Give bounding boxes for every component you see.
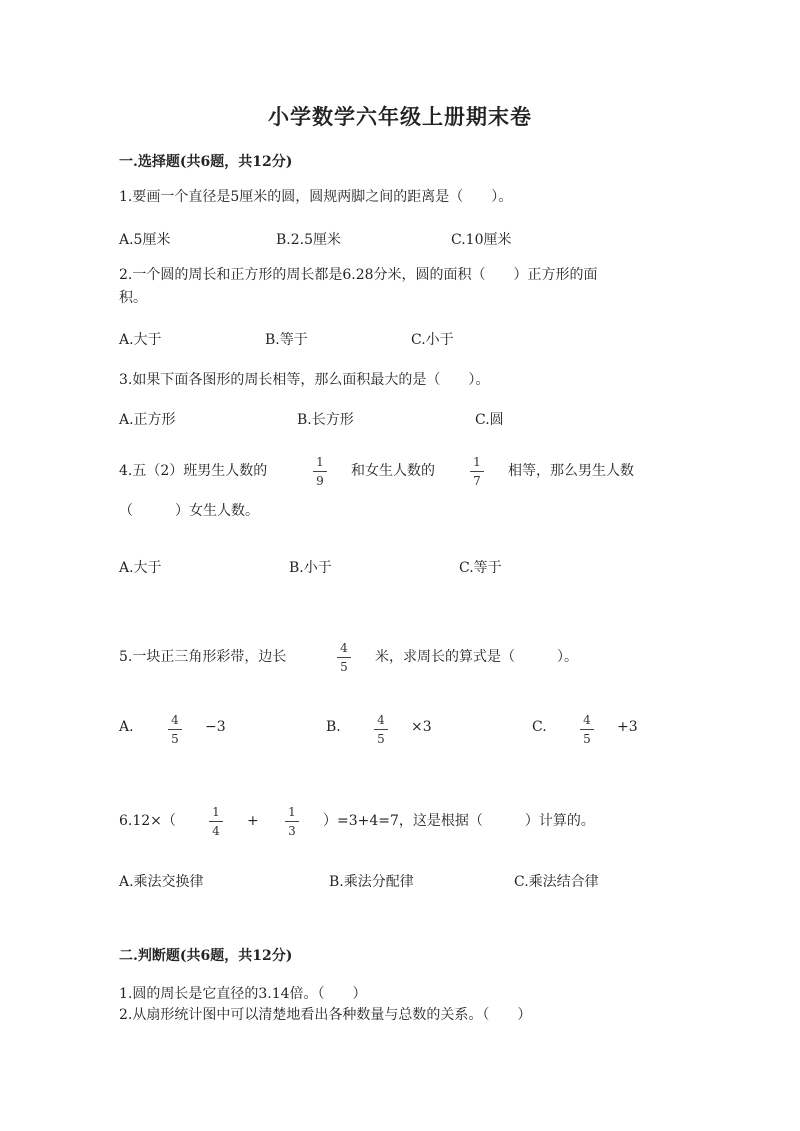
fraction-numerator: 4 — [340, 641, 348, 655]
q2-option-a: A.大于 — [119, 332, 162, 348]
question-2-line1: 2.一个圆的周长和正方形的周长都是6.28分米，圆的面积（ ）正方形的面 — [119, 267, 598, 283]
q5-option-a-op: −3 — [205, 719, 226, 735]
q3-option-b: B.长方形 — [297, 412, 354, 428]
q6-option-b: B.乘法分配律 — [329, 874, 414, 890]
q1-option-c: C.10厘米 — [451, 232, 512, 248]
fraction-numerator: 4 — [377, 713, 385, 727]
q5-option-b-label: B. — [326, 719, 341, 735]
judgement-question-2: 2.从扇形统计图中可以清楚地看出各种数量与总数的关系。（ ） — [119, 1007, 532, 1023]
fraction-denominator: 5 — [377, 732, 385, 746]
q5-option-c-op: +3 — [617, 719, 638, 735]
question-4-part2: 和女生人数的 — [351, 463, 435, 479]
question-1: 1.要画一个直径是5厘米的圆，圆规两脚之间的距离是（ ）。 — [119, 189, 513, 205]
fraction-denominator: 5 — [583, 732, 591, 746]
fraction-denominator: 5 — [171, 732, 179, 746]
question-6-part1: 6.12×（ — [119, 813, 176, 829]
q2-option-c: C.小于 — [411, 332, 454, 348]
section-heading-choice: 一.选择题(共6题，共12分) — [119, 154, 293, 170]
fraction-1-3 — [282, 805, 302, 838]
question-2-line2: 积。 — [119, 290, 147, 306]
fraction-1-7 — [467, 455, 487, 488]
q3-option-a: A.正方形 — [119, 412, 176, 428]
fraction-4-5 — [334, 641, 354, 674]
section-heading-judgement: 二.判断题(共6题，共12分) — [119, 948, 293, 964]
q5-option-a-label: A. — [119, 719, 134, 735]
fraction-numerator: 1 — [212, 805, 220, 819]
fraction-numerator: 1 — [288, 805, 296, 819]
q3-option-c: C.圆 — [475, 412, 504, 428]
fraction-denominator: 3 — [288, 824, 296, 838]
fraction-numerator: 4 — [583, 713, 591, 727]
q1-option-a: A.5厘米 — [119, 232, 171, 248]
fraction-denominator: 9 — [316, 474, 324, 488]
fraction-denominator: 4 — [212, 824, 220, 838]
question-4-line2: （ ）女生人数。 — [119, 503, 259, 519]
q5-option-c-fraction — [577, 713, 597, 746]
question-5-part2: 米，求周长的算式是（ ）。 — [375, 649, 578, 665]
q4-option-b: B.小于 — [289, 560, 332, 576]
question-3: 3.如果下面各图形的周长相等，那么面积最大的是（ ）。 — [119, 372, 490, 388]
fraction-numerator: 1 — [316, 455, 324, 469]
q6-option-c: C.乘法结合律 — [514, 874, 599, 890]
judgement-question-1: 1.圆的周长是它直径的3.14倍。（ ） — [119, 986, 367, 1002]
q5-option-b-fraction — [371, 713, 391, 746]
q4-option-c: C.等于 — [459, 560, 502, 576]
q5-option-b-op: ×3 — [411, 719, 432, 735]
fraction-denominator: 7 — [473, 474, 481, 488]
question-5-part1: 5.一块正三角形彩带，边长 — [119, 649, 287, 665]
question-6-part3: ）=3+4=7，这是根据（ ）计算的。 — [323, 813, 595, 829]
question-4-part1: 4.五（2）班男生人数的 — [119, 463, 268, 479]
question-6-plus: + — [247, 813, 259, 829]
fraction-1-4 — [206, 805, 226, 838]
fraction-numerator: 4 — [171, 713, 179, 727]
page-title: 小学数学六年级上册期末卷 — [268, 104, 532, 129]
q2-option-b: B.等于 — [265, 332, 308, 348]
q1-option-b: B.2.5厘米 — [276, 232, 342, 248]
fraction-1-9 — [310, 455, 330, 488]
question-4-part3: 相等，那么男生人数 — [508, 463, 634, 479]
q5-option-c-label: C. — [532, 719, 547, 735]
q5-option-a-fraction — [165, 713, 185, 746]
q4-option-a: A.大于 — [119, 560, 162, 576]
fraction-denominator: 5 — [340, 660, 348, 674]
fraction-numerator: 1 — [473, 455, 481, 469]
q6-option-a: A.乘法交换律 — [119, 874, 204, 890]
